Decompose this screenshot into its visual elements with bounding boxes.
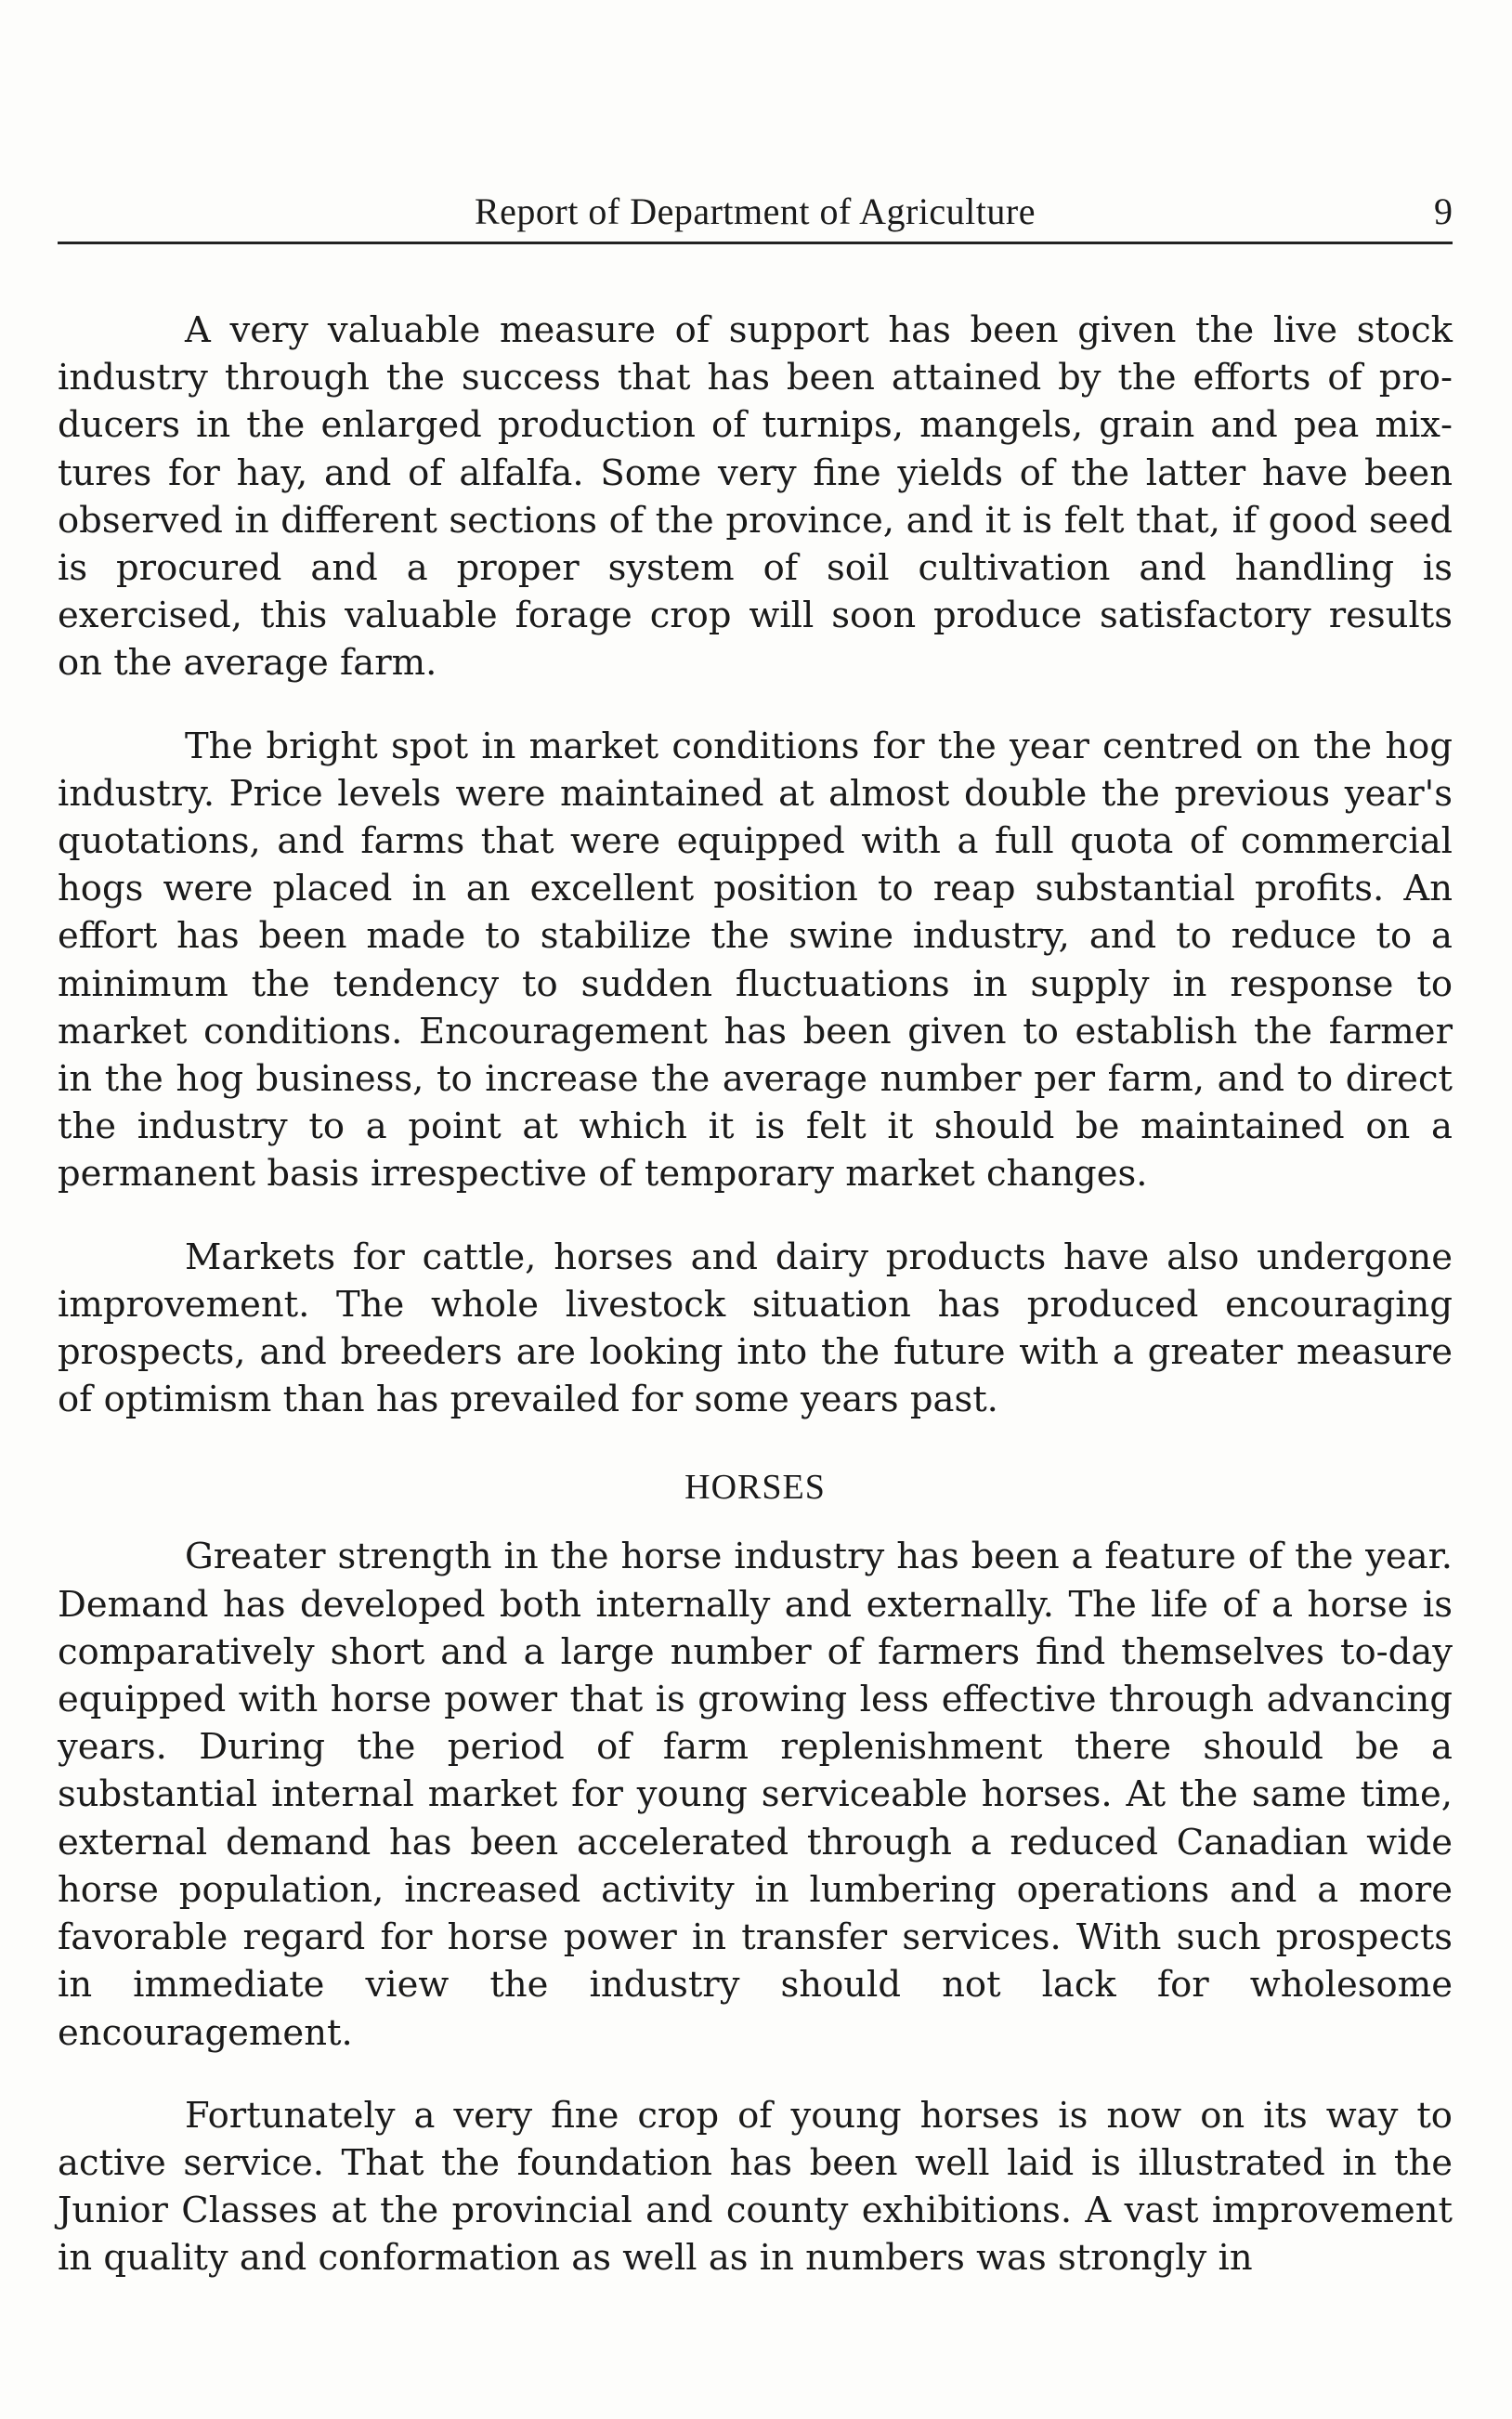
running-title: Report of Department of Agriculture [475, 190, 1036, 232]
page-number: 9 [1434, 190, 1453, 232]
paragraph-horse-industry: Greater strength in the horse industry has been a feature of the year. Demand has developed both internally and externally. The life of a horse is comparatively short and a large number of farmers find themselves to-day equipped with horse power that is growing less effective through advancing years. During the period of farm replenishment there should be a substantial internal market for young serviceable horses. At the same time, external demand has been accelerated through a reduced Canadian wide horse population, increased activity in lumbering operations and a more favorable regard for horse power in transfer services. With such prospects in immediate view the industry should not lack for wholesome encouragement. [58, 1536, 1453, 2054]
section-heading-horses: HORSES [684, 1468, 826, 1508]
paragraph-young-horses: Fortunately a very fine crop of young horses is now on its way to active service. That the foundation has been well laid is illustrated in the Junior Classes at the provincial and county exhibitions. A vast improvement in quality and conformation as well as in numbers was strongly in [58, 2094, 1453, 2280]
running-header [58, 182, 1453, 244]
body-text [58, 307, 1453, 2282]
paragraph-cattle-markets: Markets for cattle, horses and dairy products have also undergone improvement. The whole livestock situation has produced encouraging prospects, and breeders are looking into the future with a greater measure of optimism than has prevailed for some years past. [58, 1236, 1453, 1421]
paragraph-hog-industry: The bright spot in market conditions for the year centred on the hog industry. Price levels were maintained at almost double the previous year's quotations, and farms that were equipped with a full quota of commercial hogs were placed in an excellent position to reap substantial profits. An effort has been made to stabilize the swine industry, and to reduce to a minimum the tendency to sudden fluctuations in supply in response to market conditions. Encouragement has been given to establish the farmer in the hog business, to increase the average number per farm, and to direct the industry to a point at which it is felt it should be maintained on a permanent basis irrespective of temporary market changes. [58, 725, 1453, 1196]
paragraph-forage-crops: A very valuable measure of support has been given the live stock industry through the success that has been attained by the efforts of producers in the enlarged production of turnips, mangels, grain and pea mixtures for hay, and of alfalfa. Some very fine yields of the latter have been observed in different sections of the province, and it is felt that, if good seed is procured and a proper system of soil cultivation and handling is exercised, this valuable forage crop will soon produce satisfactory results on the average farm. [58, 309, 1453, 685]
